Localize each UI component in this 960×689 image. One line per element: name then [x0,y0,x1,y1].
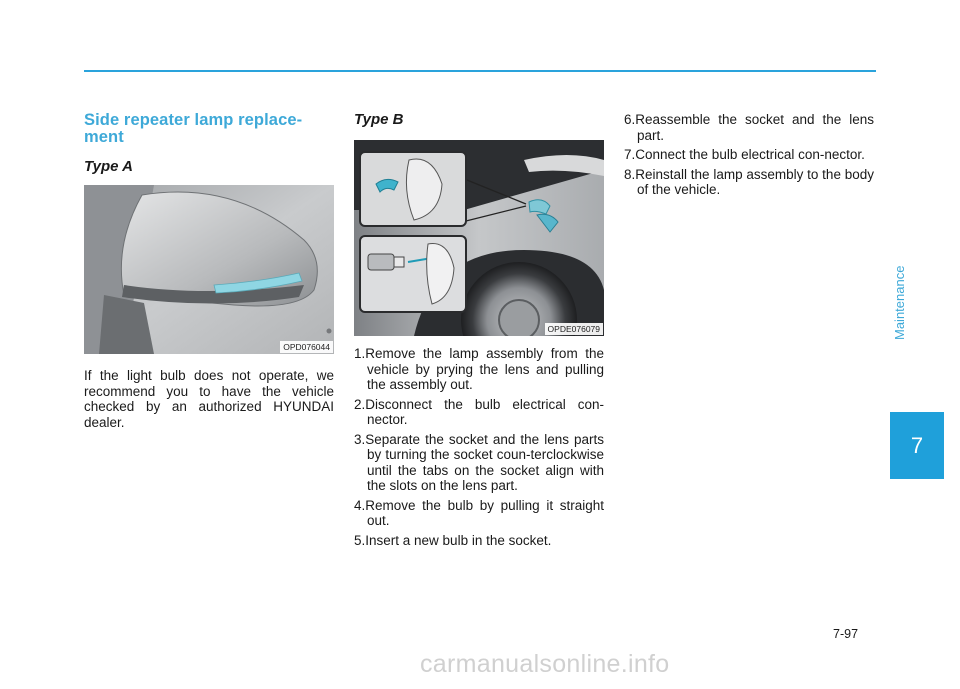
step-1: 1.Remove the lamp assembly from the vehicle by prying the lens and pulling the assembly out. [354,346,604,392]
step-2: 2.Disconnect the bulb electrical con-nector. [354,396,604,427]
top-rule [84,70,876,72]
step-5: 5.Insert a new bulb in the socket. [354,532,552,548]
figure-type-a-mirror [84,185,334,354]
fender-lamp-illustration [354,140,604,336]
column-left [84,112,334,430]
watermark-text: carmanualsonline.info [420,650,670,678]
step-6: 6.Reassemble the socket and the lens part. [624,112,874,143]
type-a-heading: Type A [84,158,133,175]
intro-paragraph: If the light bulb does not operate, we recommend you to have the vehicle checked by an authorized HYUNDAI dealer. [84,368,334,430]
step-7: 7.Connect the bulb electrical con-nector. [624,147,865,162]
steps-list-part1 [354,346,604,548]
section-title: Side repeater lamp replace- ment [84,111,303,146]
step-8: 8.Reinstall the lamp assembly to the body of the vehicle. [624,166,874,197]
column-right [624,112,874,202]
figure-code-type-a: OPD076044 [280,341,333,353]
step-3: 3.Separate the socket and the lens parts by turning the socket coun-terclockwise until the tabs on the socket align with the slots on the lens part. [354,431,604,493]
steps-list-part2 [624,112,874,198]
figure-code-type-b: OPDE076079 [545,323,603,335]
chapter-side-label: Maintenance [892,265,907,340]
page-number: 7-97 [833,627,859,641]
column-middle [354,112,604,552]
chapter-number-tab: 7 [890,412,944,479]
type-b-heading: Type B [354,111,404,128]
mirror-illustration [84,185,334,354]
figure-type-b-fender [354,140,604,336]
step-4: 4.Remove the bulb by pulling it straight out. [354,497,604,528]
